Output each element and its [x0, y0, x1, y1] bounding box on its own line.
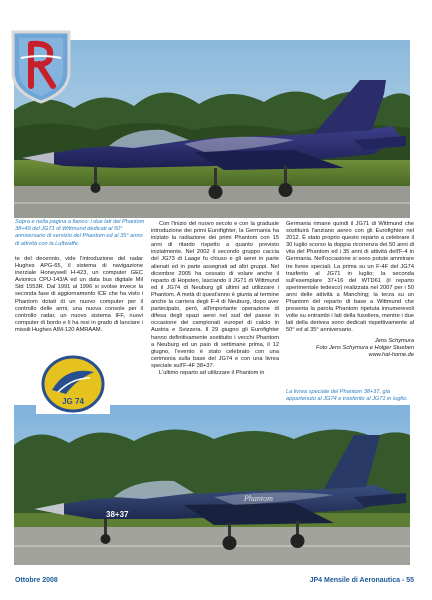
author-name: Jens Schymura	[374, 337, 414, 344]
jg74-badge	[36, 354, 110, 414]
caption-top-text: Sopra e nella pagina a fianco: i due lati del Phantom 38+49 del JG71 di Wittmund dedicati al 50° anniversario di servizio del Phantom ed al 35° anno di attività con la Luftwaffe.	[15, 219, 145, 247]
jg74-badge-text: JG 74	[62, 397, 84, 406]
col2-paragraph-2: L'ultimo reparto ad utilizzare il Phantom in	[159, 369, 265, 376]
col1-paragraph: te del decennio, vide l'introduzione del radar Hughes APG-65, il sistema di navigazione inerziale Honeywell H-423, un computer GEC Avionics CPU-143/A ed un data bus digitale Mil Std 1553R. Dal 1991 al 1996 si svolse invece la seconda fase di aggiornamento ICE che ha visto i Phantom dotati di un nuovo computer per il controllo delle armi, una nuova console per il controllo radar, un nuovo sistema IFF, nuovi computer di bordo e li ha resi in grado di lanciare i missili Hughes AIM-120 AMRAAM.	[15, 256, 143, 333]
aircraft-code-text: 38+37	[106, 510, 129, 519]
caption-bottom	[286, 389, 414, 403]
caption-top	[15, 219, 145, 248]
aircraft-name-text: Phantom	[244, 494, 273, 503]
top-photo-phantom	[14, 40, 410, 218]
photo-credit: Foto Jens Schymura e Holger Stueben	[315, 344, 414, 351]
footer-magazine-page: JP4 Mensile di Aeronautica - 55	[309, 577, 414, 584]
author-website: www.hat-home.de	[368, 351, 414, 358]
text-column-1	[15, 256, 143, 334]
page-footer	[0, 575, 432, 589]
text-column-2	[151, 221, 279, 377]
col2-paragraph-1: Con l'inizio del nuovo secolo e con la graduale introduzione dei primi Eurofighter, la Germania ha iniziato la radiazione dei primi Phantom con 15 anni di ritardo rispetto a quanto previsto inizialmente. Nel 2002 il secondo gruppo caccia del JG73 di Laage fu chiuso e gli aerei in parte alienati ed in parte assegnati ad altri gruppi. Nel dicembre 2005 ha cessato di volare anche il reparto di Hopsten, lasciando il JG71 di Wittmund ed il JG74 di Neuburg gli ultimi ad utilizzare i Phantom. A metà di quest'anno è giunta al termine anche la carriera degli F-4 di Neuburg, dopo aver partecipato, però, all'importante operazione di difesa degli spazi aerei nel sud del paese in occasione dei campionati europei di calcio in Austria e Svizzera. Il 29 giugno gli Eurofighter hanno definitivamente sostituito i vecchi Phantom a Neuburg ed un paio di settimane prima, il 12 giugno, l'evento è stato celebrato con una cerimonia sulla base del JG74 e con una livrea speciale sull'F-4F 38+37.	[151, 221, 279, 369]
text-column-3	[286, 221, 414, 359]
bottom-photo-phantom-3837	[14, 405, 410, 565]
caption-bottom-text: La livrea speciale del Phantom 38+37, già appartenuto al JG74 e trasferito al JG71 in luglio.	[286, 389, 408, 403]
footer-issue-date: Ottobre 2008	[15, 577, 58, 584]
jg71-richthofen-badge	[9, 28, 73, 104]
col3-paragraph: Germania rimane quindi il JG71 di Wittmund che sostituirà l'anziano aereo con gli Eurofighter nel 2012. È stato proprio questo reparto a celebrare il 30 luglio scorso la doppia ricorrenza dei 50 anni di vita del Phantom ed i 35 anni di attività dell'F-4 in Germania. Nell'occasione si sono potute ammirare tre livree speciali. La prima su un F-4F del JG74 trasferito al JG71 in luglio; la seconda sull'esemplare 37+16 del WTD61 (il reparto sperimentale tedesco) realizzata nel 2007 per i 50 anni delle attività a Manching; la terza su un Phantom del reparto di base a Wittmund che presenta la parola Phantom ripetuta innumerevoli volte su entrambi i lati della fusoliera, mentre i due lati della derivea sono dedicati rispettivamente al 50° ed al 35° anniversario.	[286, 221, 414, 334]
